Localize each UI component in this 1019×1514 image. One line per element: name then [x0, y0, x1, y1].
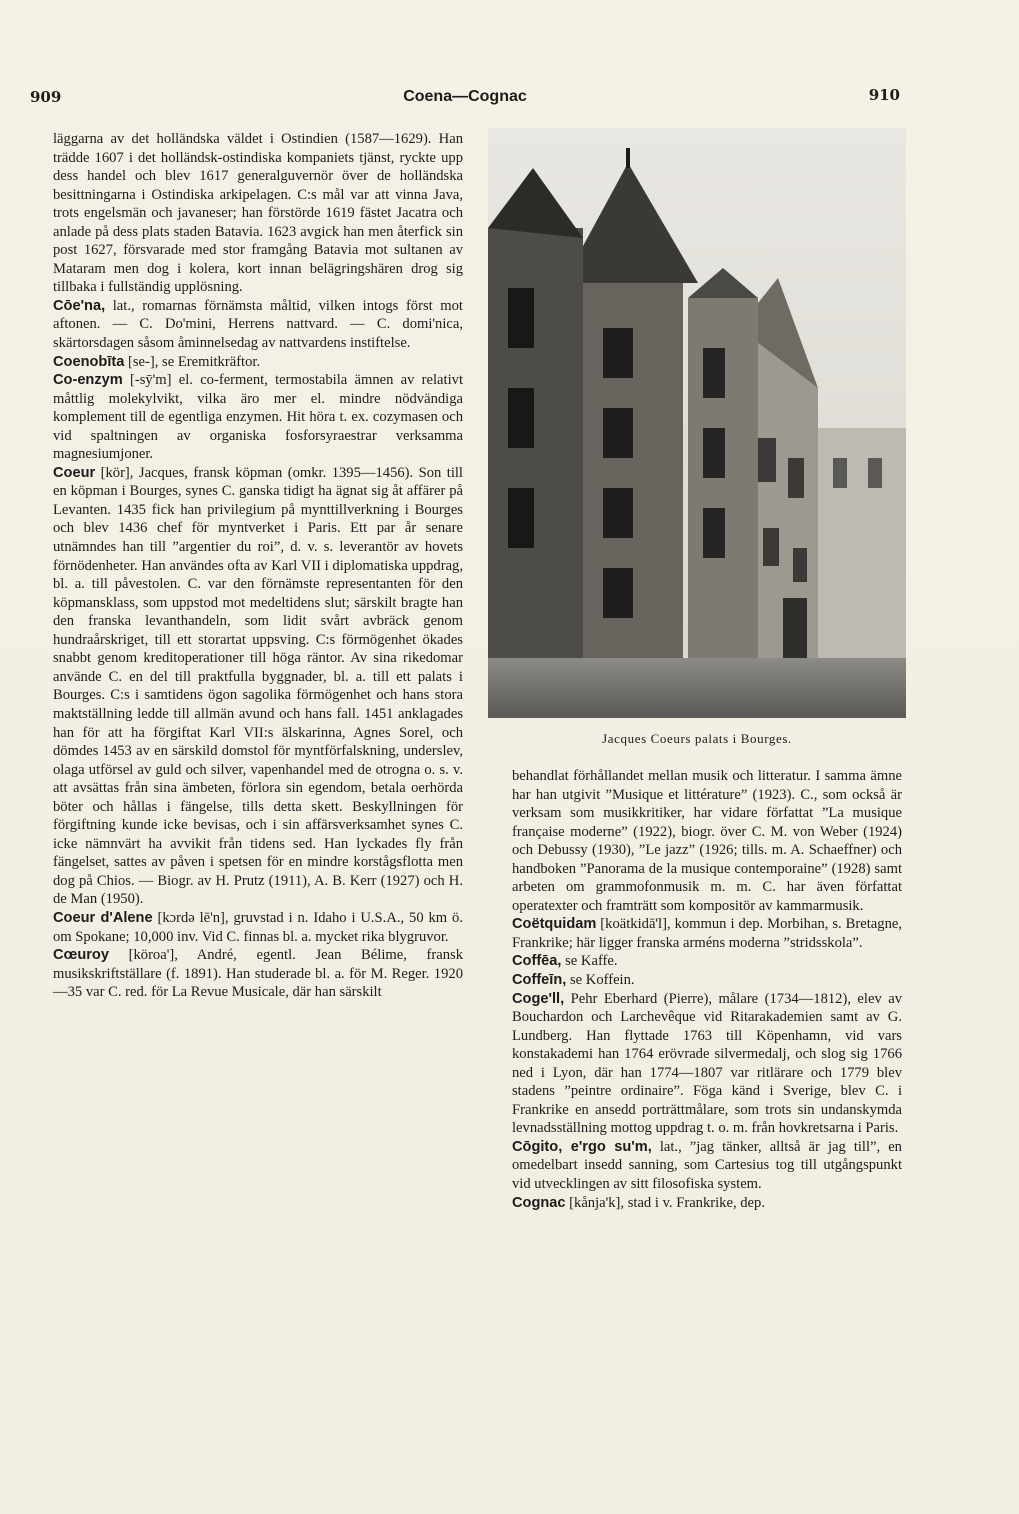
entry-headword: Cognac	[512, 1194, 566, 1211]
palace-illustration	[488, 128, 906, 718]
entry-headword: Coffeīn,	[512, 972, 567, 989]
entry-text: [kånja'k], stad i v. Frankrike, dep.	[565, 1194, 765, 1211]
entry-headword: Cōe'na,	[53, 297, 106, 314]
page-title: Coena—Cognac	[403, 88, 527, 105]
entry-paragraph	[53, 464, 463, 909]
entry-paragraph	[53, 353, 463, 372]
entry-headword: Coeur	[53, 464, 96, 481]
entry-paragraph	[512, 1194, 902, 1213]
entry-text: läggarna av det holländska väldet i Ostindien (1587—1629). Han trädde 1607 i det holländsk-ostindiska kompaniets tjänst, ryckte upp dess handel och blev 1617 generalguvernör över de holländska besittningarna i Ostindiska arkipelagen. C:s mål var att vinna Java, trots engelsmän och javaneser; han förstörde 1619 fästet Jacatra och anlade på dess plats staden Batavia. 1623 avgick han men återfick sin post 1627, försvarade med stor framgång Batavia mot sultanen av Mataram men dog i kolera, kort innan belägringshären drog sig tillbaka i fullständig upplösning.	[53, 131, 463, 296]
entry-text: [kɔrdə lē'n], gruvstad i n. Idaho i U.S.A., 50 km ö. om Spokane; 10,000 inv. Vid C. finnas bl. a. mycket rika blygruvor.	[53, 909, 463, 945]
entry-text: lat., ”jag tänker, alltså är jag till”, en omedelbart insedd sanning, som Cartesius tog till utgångspunkt vid utvecklingen av sitt filosofiska system.	[512, 1138, 902, 1193]
entry-headword: Coenobīta	[53, 353, 125, 370]
right-column	[512, 767, 902, 1212]
page-number-right: 910	[868, 86, 900, 104]
entry-paragraph	[53, 371, 463, 464]
page-number-left: 909	[30, 88, 62, 106]
entry-paragraph	[512, 952, 902, 971]
figure-caption: Jacques Coeurs palats i Bourges.	[602, 731, 792, 746]
entry-paragraph	[512, 767, 902, 915]
page-header	[30, 88, 900, 112]
entry-text: se Koffein.	[566, 972, 635, 989]
entry-headword: Cōgito, e'rgo su'm,	[512, 1138, 652, 1155]
entry-text: Pehr Eberhard (Pierre), målare (1734—1812), elev av Bouchardon och Larchevêque vid Ritarakademien samt av G. Lundberg. Han flyttade 1763 till Köpenhamn, vid vars konstakademi han 1764 erövrade silvermedalj, och slog sig 1766 ned i Lyon, där han 1774—1807 var ritlärare och 1779 blev stadens ”peintre ordinaire”. Föga känd i Sverige, blev C. i Frankrike en ansedd porträttmålare, som trots sin undanskymda levnadsställning mottog uppdrag t. o. m. från hovkretsarna i Paris.	[512, 990, 902, 1137]
entry-text: [kör], Jacques, fransk köpman (omkr. 1395—1456). Son till en köpman i Bourges, synes C. ganska tidigt ha ägnat sig åt affärer på Levanten. 1435 fick han privilegium på mynttillverkning i Bourges och blev 1436 chef för myntverket i Paris. Ett par år senare utnämndes han till ”argentier du roi”, d. v. s. leverantör av hovets förnödenheter. Han användes ofta av Karl VII i diplomatiska uppdrag, bl. a. till påvestolen. C. var den förnämste representanten för den köpmansklass, som uppstod mot medeltidens slut; särskilt bragte han den franska levanthandeln, som lidit svårt avbräck genom hundraårskriget, till ett storartat uppsving. C:s förmögenhet ökades snabbt genom kreditoperationer till höga räntor. Av sina rikedomar använde C. en del till praktfulla byggnader, bl. a. till ett palats i Bourges. C:s i samtidens ögon sagolika förmögenhet och hans stora maktställning ledde till allmän avund och hans fall. 1451 anklagades han för att ha förgiftat Karl VII:s älskarinna, Agnes Sorel, och dömdes 1453 av en särskild domstol för myntförfalskning, underslev, olaga utförsel av guld och silver, vapenhandel med de otrogna o. s. v. att avsättas från sina ämbeten, förlora sin egendom, betala oerhörda böter och hållas i fängelse, tills detta skett. Beskyllningen för förgiftning kunde icke bevisas, och i sin affärsverksamhet synes C. icke nämnvärt ha avvikit från tidens sed. Han lyckades fly från fängelset, sattes av påven i spetsen för en mindre korstågsflotta men dog på Chios. — Biogr. av H. Prutz (1911), A. B. Kerr (1927) och H. de Man (1950).	[53, 464, 463, 908]
entry-paragraph	[53, 946, 463, 1002]
palace-photo	[488, 128, 906, 718]
entry-text: [-sȳ'm] el. co-ferment, termostabila ämnen av relativt måttlig molekylvikt, vilka äro mer el. mindre nödvändiga komplement till de egentliga enzymen. Hit höra t. ex. cozymasen och vid spaltningen av organiska fosforsyraestrar verksamma magnesiumjoner.	[53, 372, 463, 463]
entry-headword: Co-enzym	[53, 372, 123, 389]
entry-text: behandlat förhållandet mellan musik och litteratur. I samma ämne har han utgivit ”Musique et littérature” (1923). C., som också är verksam som musikkritiker, har vidare författat ”La musique française moderne” (1922), biogr. över C. M. von Weber (1924) och Debussy (1930), ”Le jazz” (1926; tills. m. A. Schaeffner) och handboken ”Panorama de la musique contemporaine” (1928) samt arbeten om grammofonmusik m. m. C. har även författat operatexter och framträtt som kompositör av kammarmusik.	[512, 768, 902, 914]
entry-paragraph	[512, 1138, 902, 1194]
entry-text: [köroa'], André, egentl. Jean Bélime, fransk musikskriftställare (f. 1891). Han studerade bl. a. för M. Reger. 1920—35 var C. red. för La Revue Musicale, där han särskilt	[53, 947, 463, 1001]
entry-paragraph	[512, 971, 902, 990]
entry-headword: Coge'll,	[512, 990, 565, 1007]
left-column	[53, 130, 463, 1002]
entry-text: se Kaffe.	[561, 953, 618, 970]
entry-paragraph	[53, 909, 463, 946]
entry-paragraph	[512, 915, 902, 952]
entry-paragraph	[53, 297, 463, 353]
entry-paragraph	[53, 130, 463, 297]
entry-headword: Cœuroy	[53, 947, 109, 964]
entry-paragraph	[512, 990, 902, 1138]
entry-headword: Coëtquidam	[512, 916, 597, 933]
entry-headword: Coffēa,	[512, 953, 562, 970]
entry-text: [koätkidā'l], kommun i dep. Morbihan, s. Bretagne, Frankrike; här ligger franska arméns moderna ”stridsskola”.	[512, 916, 902, 951]
entry-headword: Coeur d'Alene	[53, 909, 153, 926]
entry-text: [se-], se Eremitkräftor.	[124, 353, 261, 370]
entry-text: lat., romarnas förnämsta måltid, vilken intogs först mot aftonen. — C. Do'mini, Herrens nattvard. — C. domi'nica, skärtorsdagen såsom åminnelsedag av nattvardens instiftelse.	[53, 297, 463, 352]
